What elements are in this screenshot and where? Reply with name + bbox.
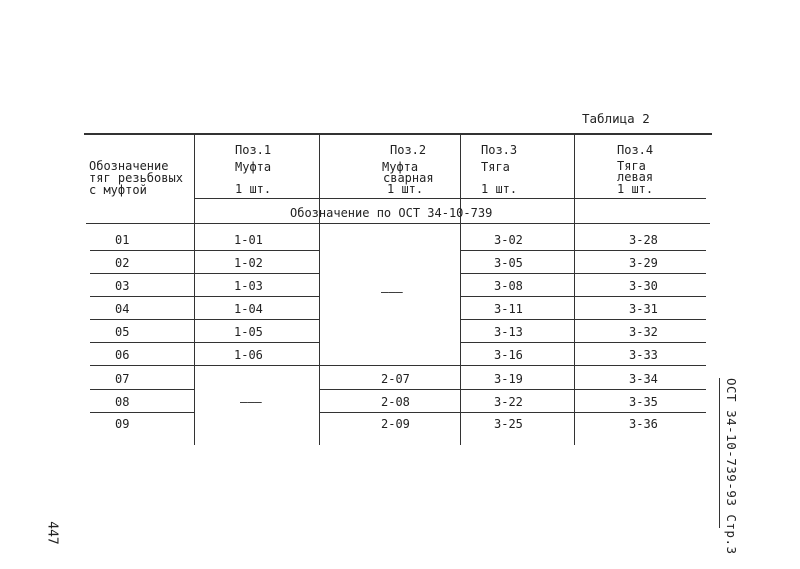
row-07-pos2: 2-07 bbox=[381, 372, 410, 386]
row-sep bbox=[319, 389, 706, 390]
header-pos4-name: Тяга bbox=[617, 159, 646, 173]
row-06-id: 06 bbox=[115, 348, 130, 362]
col-divider-4 bbox=[574, 133, 575, 445]
row-sep bbox=[90, 250, 320, 251]
row-sep bbox=[90, 365, 706, 366]
header-pos2-desc: сварная bbox=[383, 171, 434, 185]
row-01-pos3: 3-02 bbox=[494, 233, 523, 247]
header-pos1-qty: 1 шт. bbox=[235, 182, 272, 196]
row-sep bbox=[460, 273, 706, 274]
row-07-id: 07 bbox=[115, 372, 130, 386]
row-sep bbox=[90, 273, 320, 274]
row-03-pos1: 1-03 bbox=[234, 279, 263, 293]
header-pos1-name: Муфта bbox=[235, 160, 272, 174]
header-pos4-label: Поз.4 bbox=[617, 143, 654, 157]
row-07-pos4: 3-34 bbox=[629, 372, 658, 386]
header-divider bbox=[194, 198, 706, 199]
row-sep bbox=[90, 319, 320, 320]
row-03-pos3: 3-08 bbox=[494, 279, 523, 293]
row-09-pos2: 2-09 bbox=[381, 417, 410, 431]
row-sep bbox=[90, 342, 320, 343]
row-05-pos4: 3-32 bbox=[629, 325, 658, 339]
row-sep bbox=[460, 250, 706, 251]
row-05-pos1: 1-05 bbox=[234, 325, 263, 339]
row-05-pos3: 3-13 bbox=[494, 325, 523, 339]
row-sep bbox=[90, 296, 320, 297]
page-number: 447 bbox=[44, 521, 60, 545]
row-04-pos4: 3-31 bbox=[629, 302, 658, 316]
row-02-pos1: 1-02 bbox=[234, 256, 263, 270]
side-document-code: ОСТ 34-10-739-93 Стр.3 bbox=[724, 378, 739, 555]
table-caption: Таблица 2 bbox=[582, 111, 650, 126]
col-divider-1 bbox=[194, 133, 195, 445]
header-col0-line2: тяг резьбовых bbox=[89, 171, 183, 185]
col-divider-3 bbox=[460, 133, 461, 445]
row-09-id: 09 bbox=[115, 417, 130, 431]
row-01-id: 01 bbox=[115, 233, 130, 247]
header-col0-line1: Обозначение bbox=[89, 159, 169, 173]
row-02-id: 02 bbox=[115, 256, 130, 270]
row-08-pos3: 3-22 bbox=[494, 395, 523, 409]
row-06-pos1: 1-06 bbox=[234, 348, 263, 362]
header-pos3-label: Поз.3 bbox=[481, 143, 518, 157]
row-06-pos3: 3-16 bbox=[494, 348, 523, 362]
pos2-empty-dash: ——— bbox=[381, 285, 403, 299]
row-06-pos4: 3-33 bbox=[629, 348, 658, 362]
header-pos4-desc: левая bbox=[617, 170, 654, 184]
row-09-pos4: 3-36 bbox=[629, 417, 658, 431]
row-09-pos3: 3-25 bbox=[494, 417, 523, 431]
row-03-pos4: 3-30 bbox=[629, 279, 658, 293]
row-07-pos3: 3-19 bbox=[494, 372, 523, 386]
row-08-pos2: 2-08 bbox=[381, 395, 410, 409]
row-01-pos1: 1-01 bbox=[234, 233, 263, 247]
row-sep bbox=[460, 319, 706, 320]
row-04-pos3: 3-11 bbox=[494, 302, 523, 316]
subheader-divider bbox=[86, 223, 710, 224]
row-sep bbox=[460, 342, 706, 343]
header-pos4-qty: 1 шт. bbox=[617, 182, 654, 196]
row-08-pos4: 3-35 bbox=[629, 395, 658, 409]
header-pos1-label: Поз.1 bbox=[235, 143, 272, 157]
row-08-id: 08 bbox=[115, 395, 130, 409]
row-01-pos4: 3-28 bbox=[629, 233, 658, 247]
row-02-pos3: 3-05 bbox=[494, 256, 523, 270]
row-02-pos4: 3-29 bbox=[629, 256, 658, 270]
table-top-border bbox=[84, 133, 712, 135]
header-pos3-qty: 1 шт. bbox=[481, 182, 518, 196]
row-sep bbox=[319, 412, 706, 413]
row-05-id: 05 bbox=[115, 325, 130, 339]
header-pos2-qty: 1 шт. bbox=[387, 182, 424, 196]
pos1-empty-dash: ——— bbox=[240, 395, 262, 409]
header-pos3-name: Тяга bbox=[481, 160, 510, 174]
col-divider-2 bbox=[319, 133, 320, 445]
header-pos2-label: Поз.2 bbox=[390, 143, 427, 157]
row-03-id: 03 bbox=[115, 279, 130, 293]
row-sep bbox=[90, 389, 195, 390]
subheader-designation: Обозначение по ОСТ 34-10-739 bbox=[290, 206, 493, 220]
header-pos2-name: Муфта bbox=[382, 160, 419, 174]
row-sep bbox=[460, 296, 706, 297]
row-sep bbox=[90, 412, 195, 413]
side-rule bbox=[719, 378, 720, 528]
row-04-id: 04 bbox=[115, 302, 130, 316]
header-col0-line3: с муфтой bbox=[89, 183, 147, 197]
row-04-pos1: 1-04 bbox=[234, 302, 263, 316]
